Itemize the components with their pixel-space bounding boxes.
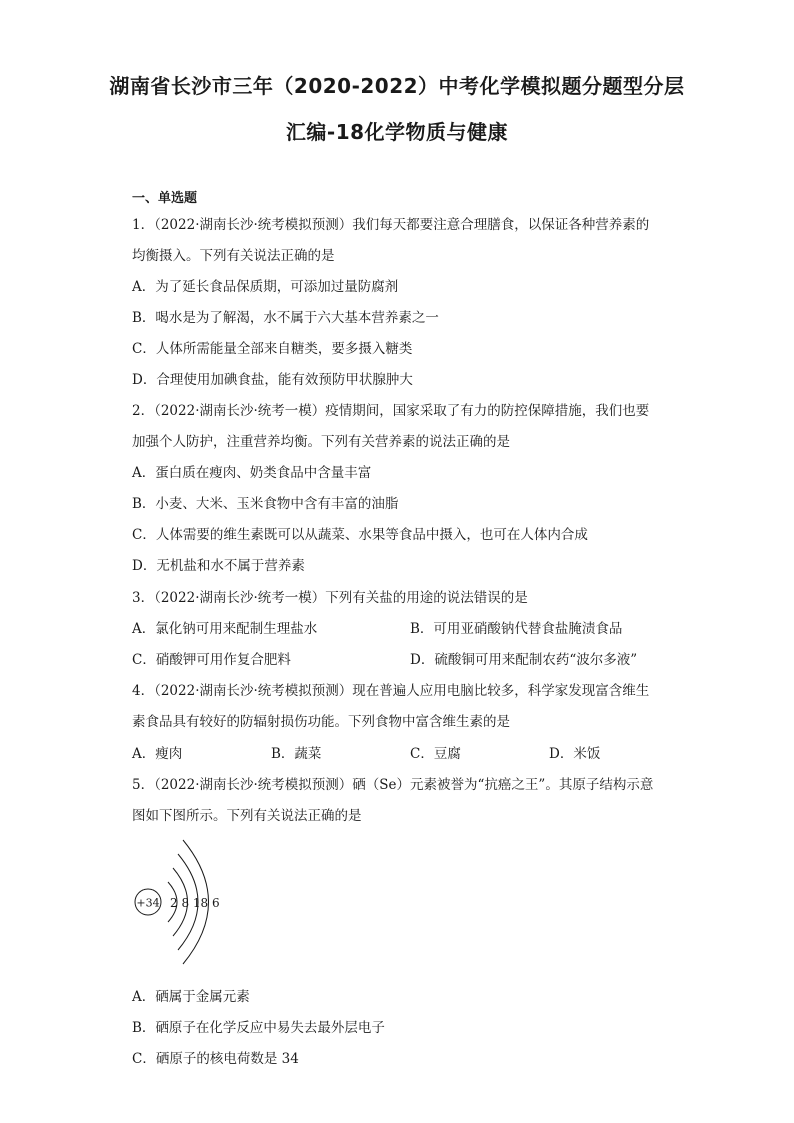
q5-stem-line-2: 图如下图所示。下列有关说法正确的是 — [132, 808, 362, 824]
q5-option-c: C．硒原子的核电荷数是 34 — [132, 1051, 299, 1067]
q5-option-b: B．硒原子在化学反应中易失去最外层电子 — [132, 1020, 385, 1036]
q3-option-b: B．可用亚硝酸钠代替食盐腌渍食品 — [410, 621, 623, 637]
q1-option-c: C．人体所需能量全部来自糖类，要多摄入糖类 — [132, 341, 413, 357]
q5-option-a: A．硒属于金属元素 — [132, 989, 250, 1005]
section-heading: 一、单选题 — [132, 191, 198, 206]
q2-option-a: A．蛋白质在瘦肉、奶类食品中含量丰富 — [132, 465, 372, 481]
q3-option-c: C．硝酸钾可用作复合肥料 — [132, 652, 291, 668]
q2-option-d: D．无机盐和水不属于营养素 — [132, 558, 305, 574]
q1-stem-line-1: 1．（2022·湖南长沙·统考模拟预测）我们每天都要注意合理膳食，以保证各种营养素的 — [132, 217, 650, 233]
q3-option-d: D．硫酸铜可用来配制农药“波尔多液” — [410, 652, 638, 668]
q1-option-a: A．为了延长食品保质期，可添加过量防腐剂 — [132, 279, 399, 295]
nucleus-charge: +34 — [136, 896, 160, 910]
q2-option-b: B．小麦、大米、玉米食物中含有丰富的油脂 — [132, 496, 399, 512]
q1-option-d: D．合理使用加碘食盐，能有效预防甲状腺肿大 — [132, 372, 413, 388]
q2-stem-line-1: 2．（2022·湖南长沙·统考一模）疫情期间，国家采取了有力的防控保障措施，我们也要 — [132, 403, 650, 419]
q4-option-a: A．瘦肉 — [132, 746, 183, 762]
q5-stem-line-1: 5．（2022·湖南长沙·统考模拟预测）硒（Se）元素被誉为“抗癌之王”。其原子结构示意 — [132, 777, 654, 793]
q4-stem-line-1: 4．（2022·湖南长沙·统考模拟预测）现在普遍人应用电脑比较多，科学家发现富含维生 — [132, 683, 650, 699]
q2-option-c: C．人体需要的维生素既可以从蔬菜、水果等食品中摄入，也可在人体内合成 — [132, 527, 588, 543]
selenium-atom-structure-diagram — [128, 836, 238, 966]
q4-option-b: B．蔬菜 — [271, 746, 322, 762]
page-title-line-1: 湖南省长沙市三年（2020-2022）中考化学模拟题分题型分层 — [109, 74, 685, 98]
q1-stem-line-2: 均衡摄入。下列有关说法正确的是 — [132, 248, 335, 264]
q1-option-b: B．喝水是为了解渴，水不属于六大基本营养素之一 — [132, 310, 439, 326]
q4-stem-line-2: 素食品具有较好的防辐射损伤功能。下列食物中富含维生素的是 — [132, 714, 510, 730]
electron-counts: 2 8 18 6 — [170, 896, 220, 910]
page-title-line-2: 汇编-18化学物质与健康 — [285, 120, 509, 144]
q3-option-a: A．氯化钠可用来配制生理盐水 — [132, 621, 318, 637]
q3-stem: 3．（2022·湖南长沙·统考一模）下列有关盐的用途的说法错误的是 — [132, 590, 528, 606]
q4-option-c: C．豆腐 — [410, 746, 461, 762]
q4-option-d: D．米饭 — [549, 746, 601, 762]
q2-stem-line-2: 加强个人防护，注重营养均衡。下列有关营养素的说法正确的是 — [132, 434, 510, 450]
